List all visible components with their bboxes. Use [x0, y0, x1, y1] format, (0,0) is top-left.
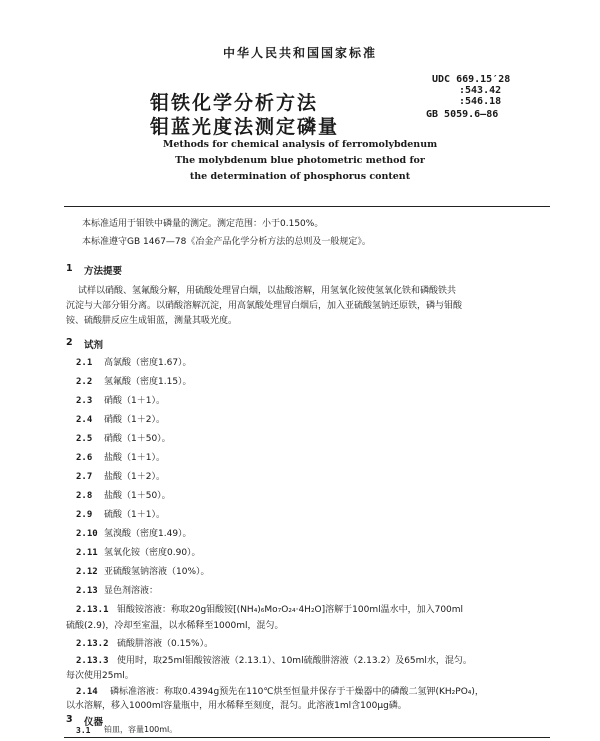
section-3-title: 仪器 [84, 717, 104, 728]
section-3-number: 3 [66, 714, 73, 725]
reagent-text: 显色剂溶液： [104, 586, 159, 596]
reagent-number: 2.9 [76, 510, 93, 520]
section-1-para-line2: 沉淀与大部分钼分离。以硝酸溶解沉淀，用高氯酸处理冒白烟后，加入亚硫酸氢钠还原铁，磷与钼酸 [66, 301, 463, 311]
reagent-text: 盐酸（1＋2）。 [104, 472, 165, 482]
reagent-number: 2.1 [76, 358, 93, 368]
reagent-text: 硫酸（1＋1）。 [104, 510, 165, 520]
udc-code-line3: :546.18 [459, 96, 502, 107]
document-title-line1: 钼铁化学分析方法 [150, 92, 319, 114]
subsection-2-14-number: 2.14 [76, 687, 98, 697]
subsection-2-13-3-number: 2.13.3 [76, 656, 109, 666]
gb-number: GB 5059.6—86 [426, 109, 499, 120]
reagent-text: 硝酸（1＋50）。 [104, 434, 171, 444]
reagent-number: 2.8 [76, 491, 93, 501]
subsection-2-14-line1: 磷标准溶液：称取0.4394g预先在110℃烘至恒量并保存于干燥器中的磷酸二氢钾(KH₂PO₄)， [110, 687, 484, 697]
standard-name: 中华人民共和国国家标准 [222, 46, 377, 60]
instrument-number: 3.1 [76, 726, 91, 735]
reagent-number: 2.4 [76, 415, 93, 425]
udc-code: UDC 669.15′28 [432, 74, 511, 85]
reagent-text: 盐酸（1＋50）。 [104, 491, 171, 501]
header-divider [64, 206, 550, 207]
subsection-2-13-1-line1: 钼酸铵溶液：称取20g钼酸铵[(NH₄)₆Mo₇O₂₄·4H₂O]溶解于100ml温水中，加入700ml [117, 605, 464, 615]
subsection-2-13-1-line2: 硫酸(2.9)，冷却至室温，以水稀释至1000ml，混匀。 [66, 621, 284, 631]
footer-divider [64, 737, 550, 738]
reagent-text: 硝酸（1＋1）。 [104, 396, 165, 406]
reagent-text: 硝酸（1＋2）。 [104, 415, 165, 425]
subsection-2-13-2-text: 硫酸肼溶液（0.15%）。 [117, 639, 214, 649]
subsection-2-14-line2: 以水溶解，移入1000ml容量瓶中，用水稀释至刻度，混匀。此溶液1ml含100μg磷。 [66, 701, 407, 711]
section-1-para-line1: 试样以硝酸、氢氟酸分解，用硫酸处理冒白烟，以盐酸溶解，用氢氧化铵使氢氧化铁和磷酸铁共 [78, 286, 457, 296]
reference-statement: 本标准遵守GB 1467—78《冶金产品化学分析方法的总则及一般规定》。 [82, 237, 371, 247]
reagent-text: 高氯酸（密度1.67）。 [104, 358, 192, 368]
instrument-text: 铂皿，容量100ml。 [104, 725, 178, 734]
reagent-number: 2.11 [76, 548, 98, 558]
scope-statement: 本标准适用于钼铁中磷量的测定。测定范围：小于0.150%。 [82, 219, 324, 229]
section-2-number: 2 [66, 337, 73, 348]
reagent-number: 2.10 [76, 529, 98, 539]
reagent-text: 氢氟酸（密度1.15）。 [104, 377, 192, 387]
reagent-text: 亚硫酸氢钠溶液（10%）。 [104, 567, 210, 577]
reagent-number: 2.12 [76, 567, 98, 577]
reagent-number: 2.3 [76, 396, 93, 406]
reagent-text: 氢氧化铵（密度0.90）。 [104, 548, 201, 558]
subsection-2-13-2-number: 2.13.2 [76, 639, 109, 649]
section-1-number: 1 [66, 263, 73, 274]
subsection-2-13-3-line1: 使用时，取25ml钼酸铵溶液（2.13.1）、10ml硫酸肼溶液（2.13.2）及65ml水，混匀。 [117, 656, 472, 666]
section-2-title: 试剂 [84, 340, 104, 351]
section-1-para-line3: 铵、硫酸肼反应生成钼蓝，测量其吸光度。 [66, 316, 238, 326]
english-title-line1: Methods for chemical analysis of ferromolybdenum [162, 139, 438, 150]
reagent-number: 2.13 [76, 586, 98, 596]
reagent-text: 氢溴酸（密度1.49）。 [104, 529, 192, 539]
udc-code-line2: :543.42 [459, 85, 502, 96]
reagent-number: 2.7 [76, 472, 93, 482]
section-1-title: 方法提要 [84, 266, 123, 277]
document-title-line2: 钼蓝光度法测定磷量 [150, 116, 340, 138]
reagent-number: 2.2 [76, 377, 93, 387]
subsection-2-13-3-line2: 每次使用25ml。 [66, 671, 134, 681]
reagent-number: 2.6 [76, 453, 93, 463]
reagent-number: 2.5 [76, 434, 93, 444]
english-title-line3: the determination of phosphorus content [189, 171, 411, 182]
english-title-line2: The molybdenum blue photometric method for [175, 155, 425, 166]
reagent-text: 盐酸（1＋1）。 [104, 453, 165, 463]
subsection-2-13-1-number: 2.13.1 [76, 605, 109, 615]
